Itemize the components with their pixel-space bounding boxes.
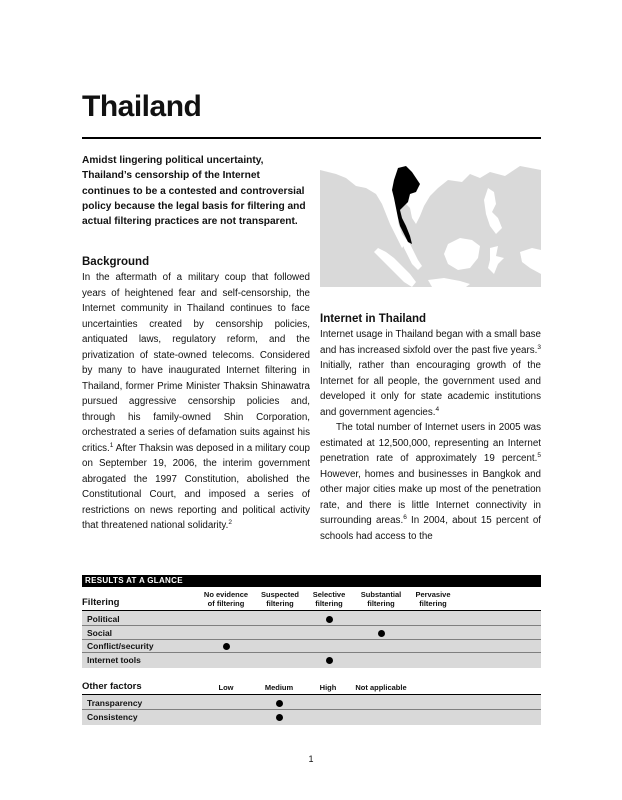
filtering-row-label: Conflict/security	[87, 641, 154, 651]
background-paragraph-1: In the aftermath of a military coup that followed years of heightened fear and self-censorship, the Internet community in Thailand continues to face uncertainties created by censorship policies, antiquated laws, regulatory reform, and the privatization of state-owned telecoms. Considered by many to have inaugurated Internet filtering in Thailand, former Prime Minister Thaksin Shinawatra pursued aggressive censorship policies and, through his family-owned Shin Corporation, orchestrated a series of defamation suits against his critics.	[82, 272, 310, 454]
other-rating-dot	[276, 714, 283, 721]
lead-paragraph: Amidst lingering political uncertainty, Thailand’s censorship of the Internet continues to be a contested and controversial policy because the legal basis for filtering and actual filtering practices are not transparent.	[82, 155, 306, 228]
footnote-ref-3[interactable]: 3	[537, 343, 541, 351]
other-column-header: Medium	[264, 683, 294, 692]
other-row-label: Consistency	[87, 711, 138, 722]
filtering-column-header: No evidence of filtering	[203, 590, 249, 608]
internet-paragraph-2b: However, homes and businesses in Bangkok and other major cities make up most of the penetration rate, and there is little Internet connectivity in surrounding areas.	[320, 468, 541, 526]
filtering-row	[82, 613, 541, 626]
filtering-column-header: Pervasive filtering	[415, 590, 451, 608]
filtering-row-label: Political	[87, 614, 120, 624]
internet-text	[320, 327, 541, 544]
internet-paragraph-2c: In 2004, about 15 percent of schools had access to the	[320, 515, 541, 542]
other-row-label: Transparency	[87, 698, 143, 708]
footnote-ref-4[interactable]: 4	[435, 405, 440, 413]
other-column-header: Not applicable	[355, 683, 407, 692]
footnote-ref-6[interactable]: 6	[403, 514, 407, 521]
filtering-row	[82, 654, 541, 667]
filtering-row-label: Social	[87, 627, 113, 638]
footnote-ref-2[interactable]: 2	[228, 519, 232, 526]
other-column-header: Low	[218, 683, 234, 692]
other-row	[82, 697, 541, 710]
filtering-row-label: Internet tools	[87, 654, 141, 665]
background-text	[82, 270, 310, 534]
filtering-label: Filtering	[82, 597, 120, 608]
internet-paragraph-1b: Initially, rather than encouraging growth of the Internet for all people, the government used and developed it only for state academic institutions and government agencies.	[320, 360, 541, 418]
background-paragraph-1b: After Thaksin was deposed in a military coup on September 19, 2006, the interim government abrogated the 1997 Constitution, abolished the Constitutional Court, and imposed a series of restrictions on news reporting and political activity that threatened national solidarity.	[82, 442, 310, 531]
region-map	[320, 148, 541, 287]
page-title: Thailand	[82, 90, 202, 123]
filtering-column-header: Suspected filtering	[261, 590, 299, 608]
other-factors-label: Other factors	[82, 681, 142, 692]
filtering-rating-dot	[378, 630, 385, 637]
internet-heading: Internet in Thailand	[320, 313, 427, 325]
filtering-row	[82, 640, 541, 653]
filtering-rating-dot	[326, 657, 333, 664]
other-row	[82, 711, 541, 724]
title-rule	[82, 137, 541, 139]
filtering-rating-dot	[223, 643, 230, 650]
other-rating-dot	[276, 700, 283, 707]
filtering-rating-dot	[326, 616, 333, 623]
other-column-header: High	[319, 683, 337, 692]
filtering-column-header: Substantial filtering	[360, 590, 402, 608]
background-heading: Background	[82, 256, 150, 268]
filtering-column-header: Selective filtering	[312, 590, 346, 608]
page-number: 1	[308, 754, 314, 764]
footnote-ref-5[interactable]: 5	[537, 452, 541, 459]
internet-paragraph-2a: The total number of Internet users in 2005 was estimated at 12,500,000, representing an Internet penetration rate of approximately 19 percent.	[320, 422, 541, 464]
footnote-ref-1[interactable]: 1	[109, 441, 114, 449]
internet-paragraph-1a: Internet usage in Thailand began with a small base and has increased sixfold over the past five years.	[320, 329, 541, 356]
results-header: RESULTS AT A GLANCE	[82, 575, 541, 587]
filtering-row	[82, 627, 541, 640]
